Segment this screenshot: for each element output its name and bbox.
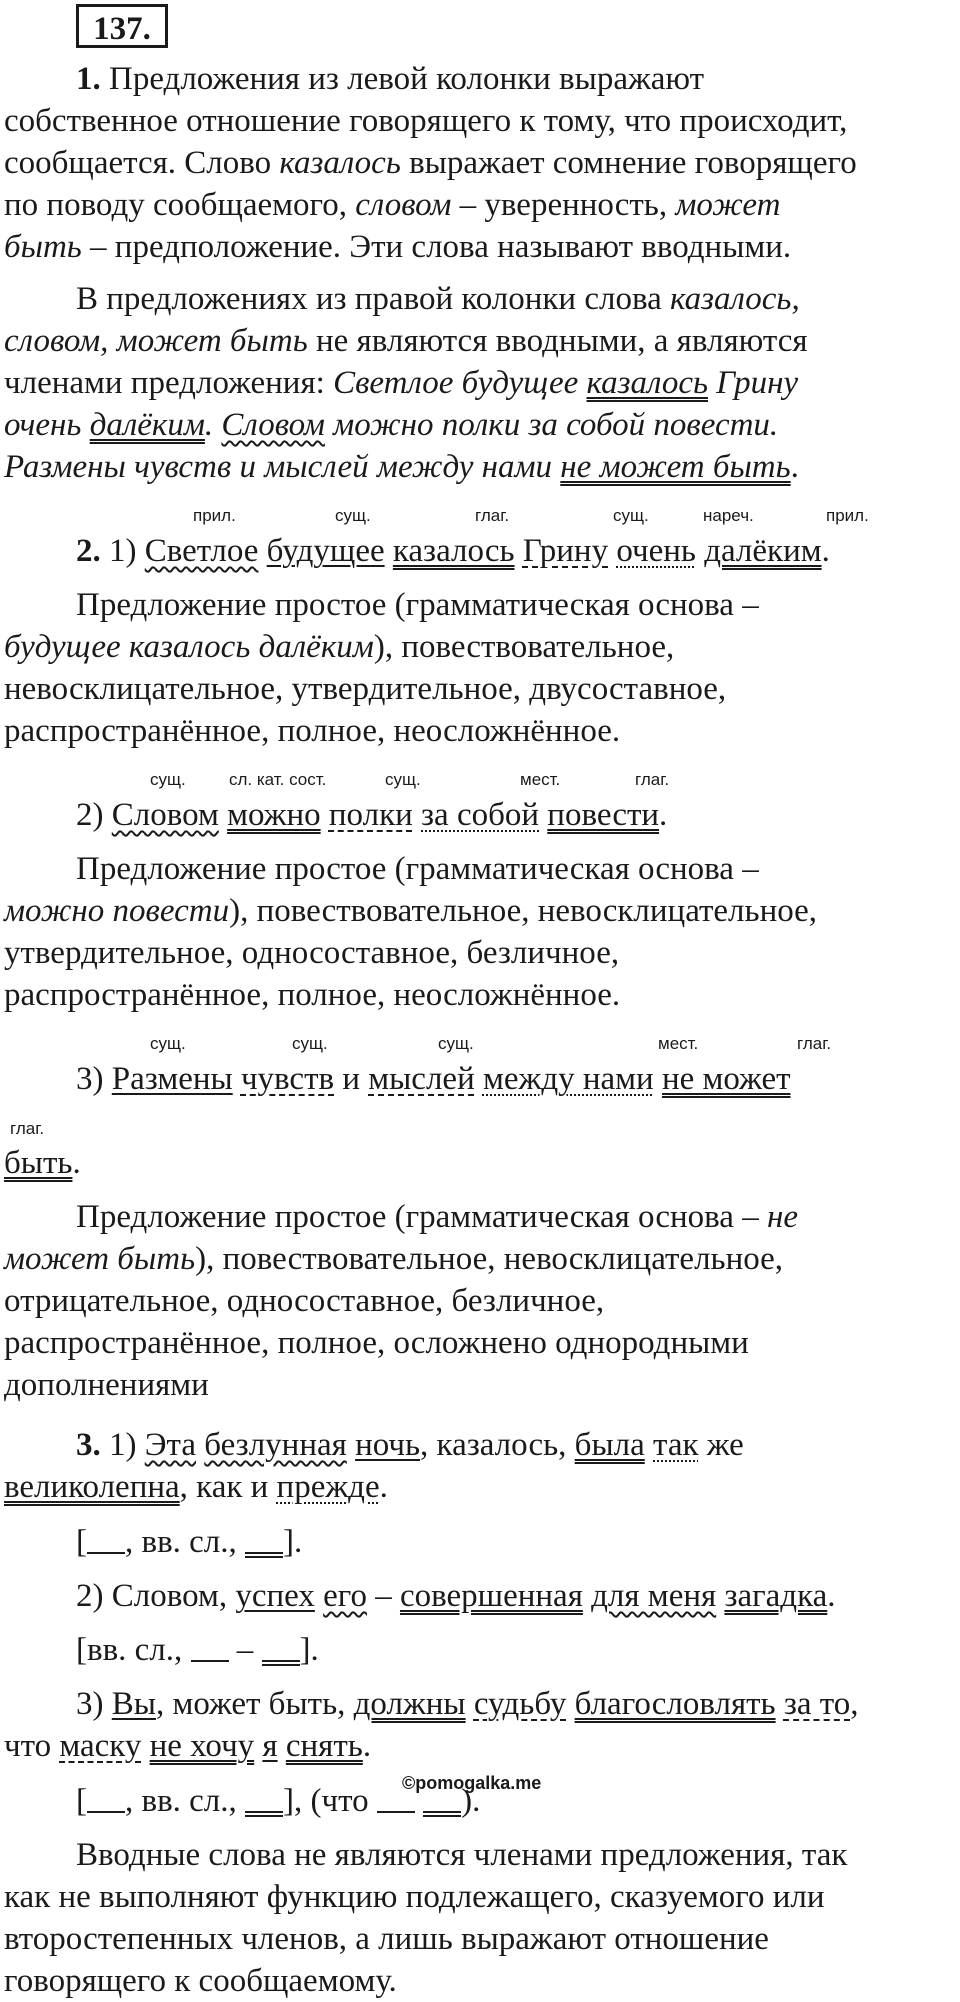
text-italic: может	[675, 187, 781, 223]
object-word: Словом	[111, 797, 219, 833]
attribute-word: Светлое	[144, 533, 259, 569]
predicate-word: повести	[547, 797, 660, 833]
text: .	[790, 449, 799, 485]
pos-label: глаг.	[797, 1034, 832, 1053]
part3-conclusion	[4, 1834, 956, 2002]
pos-label: прил.	[826, 506, 869, 525]
part1-paragraph1	[4, 58, 956, 268]
part3-number: 3.	[76, 1427, 101, 1463]
exercise-number: 137.	[76, 4, 168, 48]
text: В предложениях из правой колонки слова	[76, 281, 670, 317]
text: , как и	[179, 1469, 277, 1505]
part2-description3	[4, 1196, 956, 1406]
subject-word: Размены	[111, 1061, 233, 1097]
predicate-blank	[423, 1811, 461, 1817]
predicate-word: великолепна	[4, 1469, 180, 1505]
text-italic: словом, может быть	[4, 323, 308, 359]
text: ), повествовательное, невосклицательное,	[195, 1241, 784, 1277]
object-word: Словом	[221, 407, 325, 443]
text: сообщается. Слово	[4, 145, 280, 181]
pos-label: сущ.	[335, 506, 371, 525]
part2-sentence2	[4, 794, 956, 836]
predicate-blank	[262, 1660, 300, 1666]
pos-label: сущ.	[150, 770, 186, 789]
adverbial-word: так	[653, 1427, 699, 1463]
attribute-word: Эта	[144, 1427, 197, 1463]
pos-label: нареч.	[703, 506, 754, 525]
text-italic: Грину	[707, 365, 799, 401]
part3-sentence1	[4, 1424, 956, 1508]
text: [	[76, 1524, 87, 1560]
text: распространённое, полное, осложнено однородными	[4, 1325, 749, 1361]
part3-scheme2	[4, 1629, 956, 1671]
adverbial-word: очень	[616, 533, 696, 569]
adverbial-word: между нами	[482, 1061, 654, 1097]
part2-sentence1	[4, 530, 956, 572]
text: .	[72, 1145, 81, 1181]
text: –	[366, 1578, 400, 1614]
pos-label: сущ.	[150, 1034, 186, 1053]
part3-scheme1	[4, 1521, 956, 1563]
text-italic: словом	[355, 187, 452, 223]
subject-blank	[191, 1660, 229, 1662]
adverbial-word: за собой	[421, 797, 540, 833]
pos-label: мест.	[658, 1034, 699, 1053]
text: ,	[850, 1686, 859, 1722]
text: ), повествовательное,	[373, 629, 675, 665]
text: , вв. сл.,	[125, 1783, 246, 1819]
predicate-word: была	[574, 1427, 645, 1463]
text: – предположение. Эти слова называют вводными.	[81, 229, 792, 265]
text: 1)	[100, 533, 145, 569]
text: , может быть,	[155, 1686, 354, 1722]
text-italic: Светлое будущее	[333, 365, 587, 401]
pos-label: сл. кат. сост.	[229, 770, 327, 789]
pos-label: глаг.	[635, 770, 670, 789]
predicate-blank	[245, 1552, 283, 1558]
object-word: полки	[328, 797, 413, 833]
subject-blank	[87, 1552, 125, 1554]
text: .	[379, 1469, 388, 1505]
text-italic: очень	[4, 407, 90, 443]
part3-sentence3	[4, 1683, 956, 1767]
text: 1)	[100, 1427, 145, 1463]
text: дополнениями	[4, 1367, 209, 1403]
predicate-word: можно	[227, 797, 321, 833]
text: Вводные слова не являются членами предложения, так	[76, 1837, 848, 1873]
text-italic: казалось	[279, 145, 401, 181]
subject-blank	[87, 1811, 125, 1813]
text: 2)	[76, 797, 112, 833]
text: .	[821, 533, 830, 569]
pos-label: сущ.	[438, 1034, 474, 1053]
predicate-blank	[245, 1811, 283, 1817]
pos-label: мест.	[520, 770, 561, 789]
predicate-word: далёким	[704, 533, 822, 569]
text: ), повествовательное, невосклицательное,	[229, 893, 818, 929]
attribute-word: для меня	[591, 1578, 717, 1614]
text: , вв. сл.,	[125, 1524, 246, 1560]
predicate-word: быть	[4, 1145, 73, 1181]
pos-label: сущ.	[385, 770, 421, 789]
object-word: Грину	[522, 533, 609, 569]
predicate-word: казалось	[392, 533, 515, 569]
text: отрицательное, односоставное, безличное,	[4, 1283, 605, 1319]
text: Предложение простое (грамматическая основа –	[76, 587, 759, 623]
object-word: чувств	[240, 1061, 335, 1097]
text-italic: может быть	[4, 1241, 196, 1277]
text: утвердительное, односоставное, безличное,	[4, 935, 620, 971]
text-italic: можно полки за собой повести.	[324, 407, 779, 443]
subject-blank	[377, 1811, 415, 1813]
text: по поводу сообщаемого,	[4, 187, 356, 223]
predicate-word: далёким	[89, 407, 205, 443]
subject-word: Вы	[111, 1686, 156, 1722]
text: ], (что	[283, 1783, 377, 1819]
predicate-word: должны	[353, 1686, 466, 1722]
pos-label: глаг.	[475, 506, 510, 525]
predicate-word: казалось	[586, 365, 708, 401]
text: 3)	[76, 1061, 112, 1097]
text: .	[362, 1728, 372, 1764]
subject-word: будущее	[266, 533, 385, 569]
predicate-word: не может	[661, 1061, 791, 1097]
text: второстепенных членов, а лишь выражают отношение	[4, 1921, 769, 1957]
predicate-word: не хочу	[149, 1728, 255, 1764]
object-word: за то	[783, 1686, 851, 1722]
text-italic: быть	[4, 229, 82, 265]
text-italic: можно повести	[4, 893, 230, 929]
pos-label: прил.	[193, 506, 236, 525]
text: распространённое, полное, неосложнённое.	[4, 977, 621, 1013]
attribute-word: безлунная	[204, 1427, 347, 1463]
text: 2) Словом,	[76, 1578, 236, 1614]
pos-label: глаг.	[10, 1119, 45, 1138]
text: [	[76, 1783, 87, 1819]
part1-paragraph2	[4, 278, 956, 488]
attribute-word: его	[323, 1578, 367, 1614]
predicate-word: совершенная	[399, 1578, 583, 1614]
text: невосклицательное, утвердительное, двусоставное,	[4, 671, 727, 707]
text: собственное отношение говорящего к тому, что происходит,	[4, 103, 848, 139]
text: .	[659, 797, 668, 833]
part2-number: 2.	[76, 533, 101, 569]
text: ].	[283, 1524, 303, 1560]
object-word: судьбу	[473, 1686, 567, 1722]
text: распространённое, полное, неосложнённое.	[4, 713, 621, 749]
predicate-word: загадка	[724, 1578, 828, 1614]
predicate-word: не может быть	[560, 449, 791, 485]
part2-sentence3	[4, 1058, 956, 1100]
text: –	[228, 1632, 262, 1668]
predicate-word: благословлять	[574, 1686, 776, 1722]
text: говорящего к сообщаемому.	[4, 1963, 397, 1999]
subject-word: ночь	[355, 1427, 421, 1463]
pos-label: сущ.	[292, 1034, 328, 1053]
text: не являются вводными, а являются	[307, 323, 808, 359]
text-italic: будущее казалось далёким	[4, 629, 374, 665]
text: что	[4, 1728, 60, 1764]
text: 3)	[76, 1686, 112, 1722]
text: выражает сомнение говорящего	[400, 145, 857, 181]
pos-label: сущ.	[613, 506, 649, 525]
adverbial-word: прежде	[276, 1469, 380, 1505]
part1-number: 1.	[76, 61, 101, 97]
predicate-word: снять	[285, 1728, 363, 1764]
text-italic: казалось,	[670, 281, 800, 317]
text: членами предложения:	[4, 365, 334, 401]
text: Предложения из левой колонки выражают	[100, 61, 705, 97]
part2-description1	[4, 584, 956, 752]
text: – уверенность,	[451, 187, 676, 223]
text: как не выполняют функцию подлежащего, сказуемого или	[4, 1879, 825, 1915]
part3-sentence2	[4, 1575, 956, 1617]
text-italic: .	[204, 407, 222, 443]
text-italic: не	[766, 1199, 798, 1235]
text: [вв. сл.,	[76, 1632, 191, 1668]
object-word: маску	[59, 1728, 142, 1764]
text: Предложение простое (грамматическая основа –	[76, 1199, 767, 1235]
text: и	[334, 1061, 369, 1097]
text: Предложение простое (грамматическая основа –	[76, 851, 759, 887]
text: , казалось,	[420, 1427, 575, 1463]
watermark: ©pomogalka.me	[402, 1773, 542, 1793]
object-word: мыслей	[368, 1061, 475, 1097]
text-italic: Размены чувств и мыслей между нами	[4, 449, 561, 485]
subject-word: успех	[235, 1578, 315, 1614]
text: же	[698, 1427, 744, 1463]
part2-sentence3-cont	[4, 1142, 956, 1184]
part2-description2	[4, 848, 956, 1016]
text: ].	[299, 1632, 319, 1668]
text: .	[827, 1578, 836, 1614]
subject-word: я	[262, 1728, 278, 1764]
text: ).	[461, 1783, 481, 1819]
